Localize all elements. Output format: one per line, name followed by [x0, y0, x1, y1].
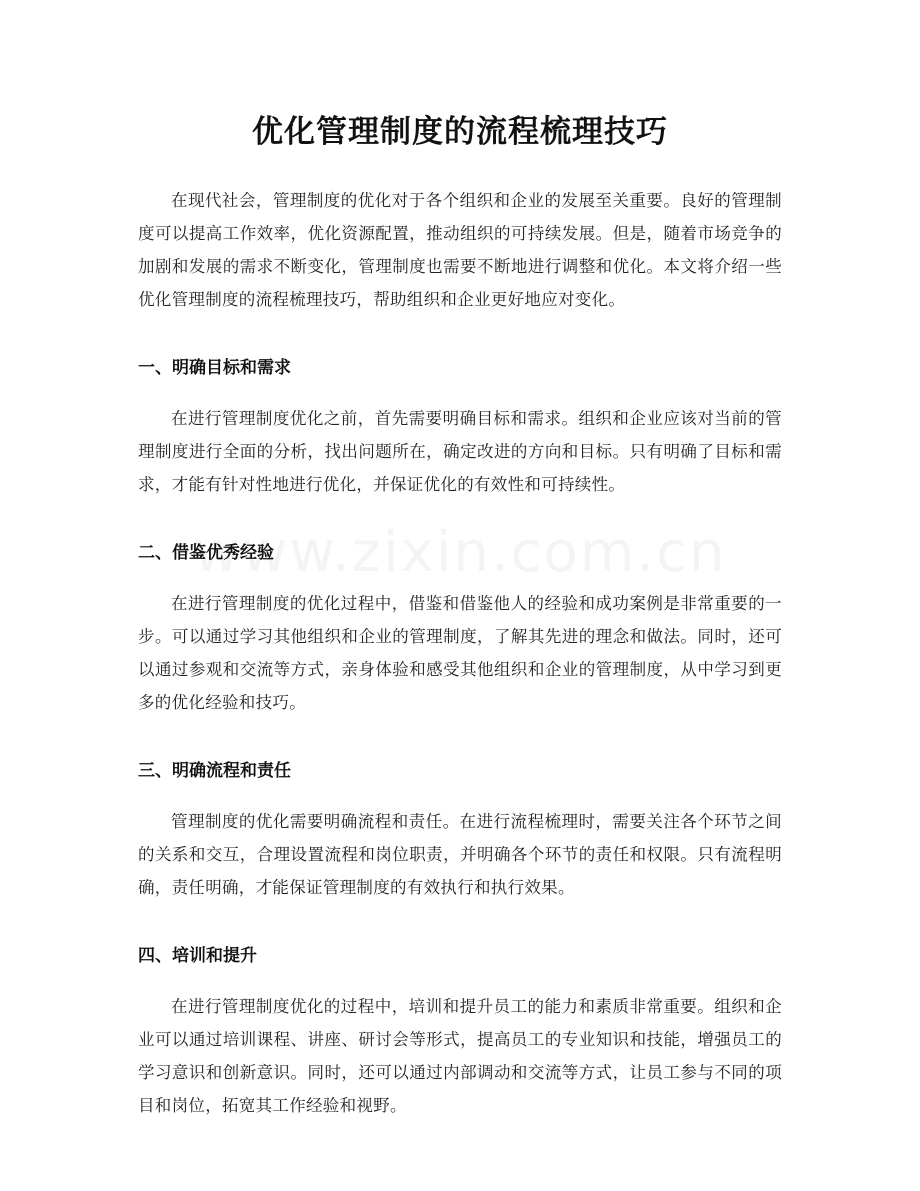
- section-paragraph: 在进行管理制度的优化过程中，借鉴和借鉴他人的经验和成功案例是非常重要的一步。可以通过学习其他组织和企业的管理制度，了解其先进的理念和做法。同时，还可以通过参观和交流等方式，亲身体验和感受其他组织和企业的管理制度，从中学习到更多的优化经验和技巧。: [138, 594, 782, 712]
- section-heading: 四、培训和提升: [138, 946, 257, 966]
- section-4: [138, 944, 782, 1122]
- intro-paragraph: 在现代社会，管理制度的优化对于各个组织和企业的发展至关重要。良好的管理制度可以提高工作效率，优化资源配置，推动组织的可持续发展。但是，随着市场竞争的加剧和发展的需求不断变化，管理制度也需要不断地进行调整和优化。本文将介绍一些优化管理制度的流程梳理技巧，帮助组织和企业更好地应对变化。: [138, 191, 782, 309]
- section-paragraph: 管理制度的优化需要明确流程和责任。在进行流程梳理时，需要关注各个环节之间的关系和交互，合理设置流程和岗位职责，并明确各个环节的责任和权限。只有流程明确，责任明确，才能保证管理制度的有效执行和执行效果。: [138, 812, 782, 897]
- section-heading: 二、借鉴优秀经验: [138, 543, 274, 563]
- document-title: 优化管理制度的流程梳理技巧: [252, 114, 668, 150]
- section-1: [138, 356, 782, 501]
- section-paragraph: 在进行管理制度优化之前，首先需要明确目标和需求。组织和企业应该对当前的管理制度进行全面的分析，找出问题所在，确定改进的方向和目标。只有明确了目标和需求，才能有针对性地进行优化，并保证优化的有效性和可持续性。: [138, 409, 782, 494]
- section-2: [138, 541, 782, 719]
- section-heading: 三、明确流程和责任: [138, 761, 291, 781]
- section-heading: 一、明确目标和需求: [138, 358, 291, 378]
- section-3: [138, 759, 782, 904]
- section-paragraph: 在进行管理制度优化的过程中，培训和提升员工的能力和素质非常重要。组织和企业可以通过培训课程、讲座、研讨会等形式，提高员工的专业知识和技能，增强员工的学习意识和创新意识。同时，还可以通过内部调动和交流等方式，让员工参与不同的项目和岗位，拓宽其工作经验和视野。: [138, 997, 782, 1115]
